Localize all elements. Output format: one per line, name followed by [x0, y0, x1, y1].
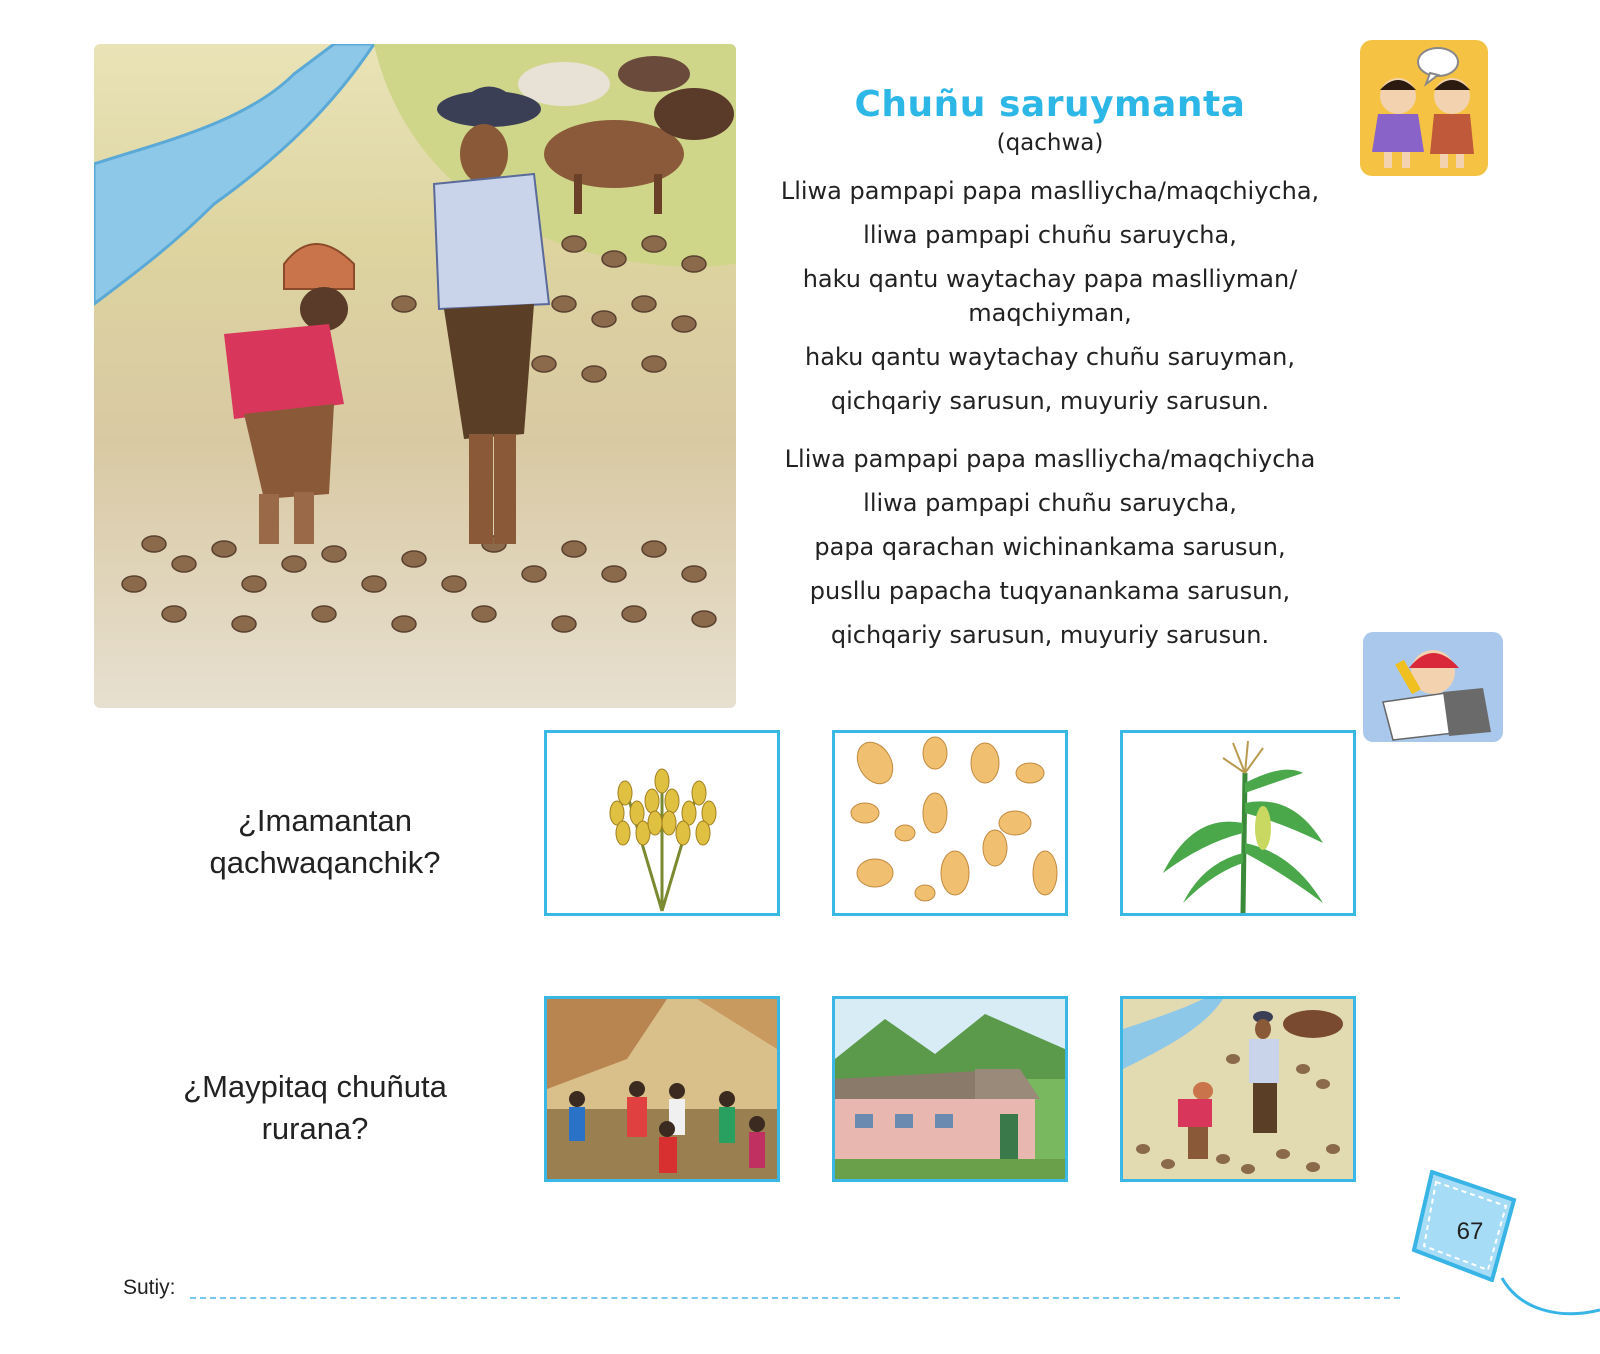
verse-line: Lliwa pampapi papa maslliycha/maqchiycha, — [780, 177, 1320, 205]
question-1 — [160, 800, 490, 884]
corn-icon — [1123, 733, 1353, 913]
verse-line: qichqariy sarusun, muyuriy sarusun. — [830, 621, 1270, 649]
verse-line: pusllu papacha tuqyanankama sarusun, — [809, 577, 1291, 605]
verse-line: haku qantu waytachay chuñu saruyman, — [804, 343, 1295, 371]
song-subtitle: (qachwa) — [996, 130, 1104, 156]
question-1-line-2: qachwaqanchik? — [209, 845, 441, 880]
potatoes-icon — [835, 733, 1065, 913]
main-illustration — [94, 44, 736, 708]
name-label: Sutiy: — [123, 1276, 176, 1299]
verse-line: Lliwa pampapi papa maslliycha/maqchiycha — [784, 445, 1316, 473]
option-wheat[interactable] — [544, 730, 780, 916]
option-corn[interactable] — [1120, 730, 1356, 916]
wheat-icon — [547, 733, 777, 913]
verse-line: papa qarachan wichinankama sarusun, — [814, 533, 1286, 561]
dancing-people-icon — [547, 999, 777, 1179]
option-dancing-people[interactable] — [544, 996, 780, 1182]
verse-line: maqchiyman, — [968, 299, 1132, 327]
question-1-line-1: ¿Imamantan — [237, 803, 412, 838]
option-stomping-chuno[interactable] — [1120, 996, 1356, 1182]
stomping-chuno-icon — [1123, 999, 1353, 1179]
kite-tail-decoration — [1500, 1270, 1600, 1354]
verse-line: lliwa pampapi chuñu saruycha, — [863, 489, 1237, 517]
song-title: Chuñu saruymanta — [854, 84, 1246, 125]
child-writing-icon — [1363, 632, 1503, 742]
kids-talking-icon — [1360, 40, 1488, 176]
option-house[interactable] — [832, 996, 1068, 1182]
house-icon — [835, 999, 1065, 1179]
verse-line: lliwa pampapi chuñu saruycha, — [863, 221, 1237, 249]
chuno-stomping-illustration — [94, 44, 736, 708]
question-2 — [150, 1066, 480, 1150]
verse-line: qichqariy sarusun, muyuriy sarusun. — [830, 387, 1270, 415]
question-2-line-1: ¿Maypitaq chuñuta — [183, 1069, 447, 1104]
verse-line: haku qantu waytachay papa maslliyman/ — [802, 265, 1298, 293]
question-2-line-2: rurana? — [261, 1111, 369, 1146]
page-number: 67 — [1456, 1218, 1484, 1245]
option-potatoes[interactable] — [832, 730, 1068, 916]
name-input-line[interactable] — [190, 1297, 1400, 1299]
